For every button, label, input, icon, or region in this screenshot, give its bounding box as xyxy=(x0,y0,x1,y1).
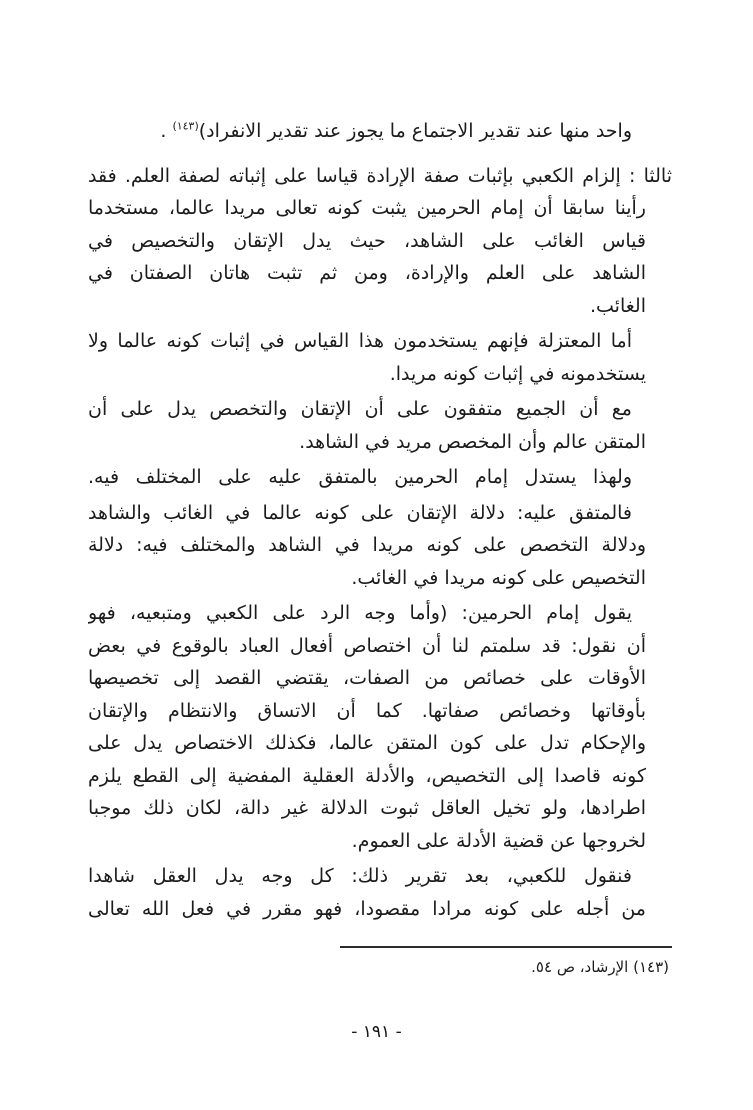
text-line xyxy=(88,860,632,893)
text-run: والإحكام تدل على كون المتقن عالما، فكذلك الاختصاص يدل على xyxy=(88,732,646,754)
text-run: أما المعتزلة فإنهم يستخدمون هذا القياس في إثبات كونه عالما ولا xyxy=(88,330,632,352)
footnote-reference-marker: (١٤٣) xyxy=(172,119,199,133)
text-line xyxy=(88,290,646,323)
text-line xyxy=(88,257,646,290)
text-run: الغائب. xyxy=(589,294,646,317)
text-run: الأوقات على خصائص من الصفات، يقتضي القصد إلى تخصيصها xyxy=(88,667,646,689)
paragraph-mutazila xyxy=(88,325,672,390)
text-line xyxy=(88,630,646,663)
text-run: ثالثا : إلزام الكعبي بإثبات صفة الإرادة قياسا على إثباته لصفة العلم. فقد xyxy=(88,164,672,187)
text-line xyxy=(88,461,632,494)
text-run: فنقول للكعبي، بعد تقرير ذلك: كل وجه يدل العقل شاهدا xyxy=(88,865,632,887)
text-line xyxy=(88,426,646,459)
text-run: المتقن عالم وأن المخصص مريد في الشاهد. xyxy=(299,430,646,453)
footnote: (١٤٣) الإرشاد، ص ٥٤. xyxy=(531,958,669,976)
text-line xyxy=(88,893,646,926)
text-line xyxy=(88,562,646,595)
text-line xyxy=(88,192,646,225)
text-run: الشاهد على العلم والإرادة، ومن ثم تثبت هاتان الصفتان في xyxy=(88,262,646,284)
text-run: بأوقاتها وخصائص صفاتها. كما أن الاتساق والانتظام والإتقان xyxy=(88,699,646,722)
text-line xyxy=(88,358,646,391)
paragraph-third-item xyxy=(88,160,672,323)
text-line xyxy=(88,760,646,793)
text-run: اطرادها، ولو تخيل العاقل ثبوت الدلالة غير دالة، لكان ذلك موجبا xyxy=(88,797,646,819)
text-run: يستخدمونه في إثبات كونه مريدا. xyxy=(389,362,646,385)
text-line xyxy=(88,160,672,193)
text-line xyxy=(88,597,632,630)
page-number: - ١٩١ - xyxy=(351,1022,402,1042)
main-text-block xyxy=(88,115,672,925)
text-run: . xyxy=(160,120,173,142)
text-line xyxy=(88,325,632,358)
paragraph-agreed-vs-disputed xyxy=(88,497,672,595)
text-line xyxy=(88,792,646,825)
text-run: لخروجها عن قضية الأدلة على العموم. xyxy=(351,829,646,852)
text-run: رأينا سابقا أن إمام الحرمين يثبت كونه تعالى مريدا عالما، مستخدما xyxy=(88,197,646,219)
text-line xyxy=(88,497,632,530)
text-run: كونه قاصدا إلى التخصيص، والأدلة العقلية المفضية إلى القطع يلزم xyxy=(88,764,646,787)
text-run: مع أن الجميع متفقون على أن الإتقان والتخصص يدل على أن xyxy=(88,398,632,420)
text-run: فالمتفق عليه: دلالة الإتقان على كونه عالما في الغائب والشاهد xyxy=(88,501,632,524)
text-run: ولهذا يستدل إمام الحرمين بالمتفق عليه على المختلف فيه. xyxy=(88,466,632,488)
text-line xyxy=(88,393,632,426)
text-line xyxy=(88,727,646,760)
continuation-paragraph xyxy=(88,115,672,148)
paragraph-agreement xyxy=(88,393,672,458)
text-run: التخصيص على كونه مريدا في الغائب. xyxy=(351,566,646,589)
text-line xyxy=(88,225,646,258)
text-run: ودلالة التخصص على كونه مريدا في الشاهد والمختلف فيه: دلالة xyxy=(88,534,646,556)
text-line xyxy=(88,825,646,858)
text-run: يقول إمام الحرمين: (وأما وجه الرد على الكعبي ومتبعيه، فهو xyxy=(88,602,632,624)
footnote-separator-rule xyxy=(340,946,672,948)
text-line xyxy=(88,529,646,562)
text-line xyxy=(88,115,632,148)
paragraph-juwayni-quote xyxy=(88,597,672,857)
text-run: أن نقول: قد سلمتم لنا أن اختصاص أفعال العباد بالوقوع في بعض xyxy=(88,634,646,657)
text-line xyxy=(88,662,646,695)
text-line xyxy=(88,695,646,728)
text-run: واحد منها عند تقدير الاجتماع ما يجوز عند تقدير الانفراد) xyxy=(198,120,632,142)
text-run: قياس الغائب على الشاهد، حيث يدل الإتقان والتخصيص في xyxy=(88,229,646,252)
paragraph-istidlal xyxy=(88,461,672,494)
paragraph-response-to-kabi xyxy=(88,860,672,925)
text-run: من أجله على كونه مرادا مقصودا، فهو مقرر في فعل الله تعالى xyxy=(88,897,646,920)
